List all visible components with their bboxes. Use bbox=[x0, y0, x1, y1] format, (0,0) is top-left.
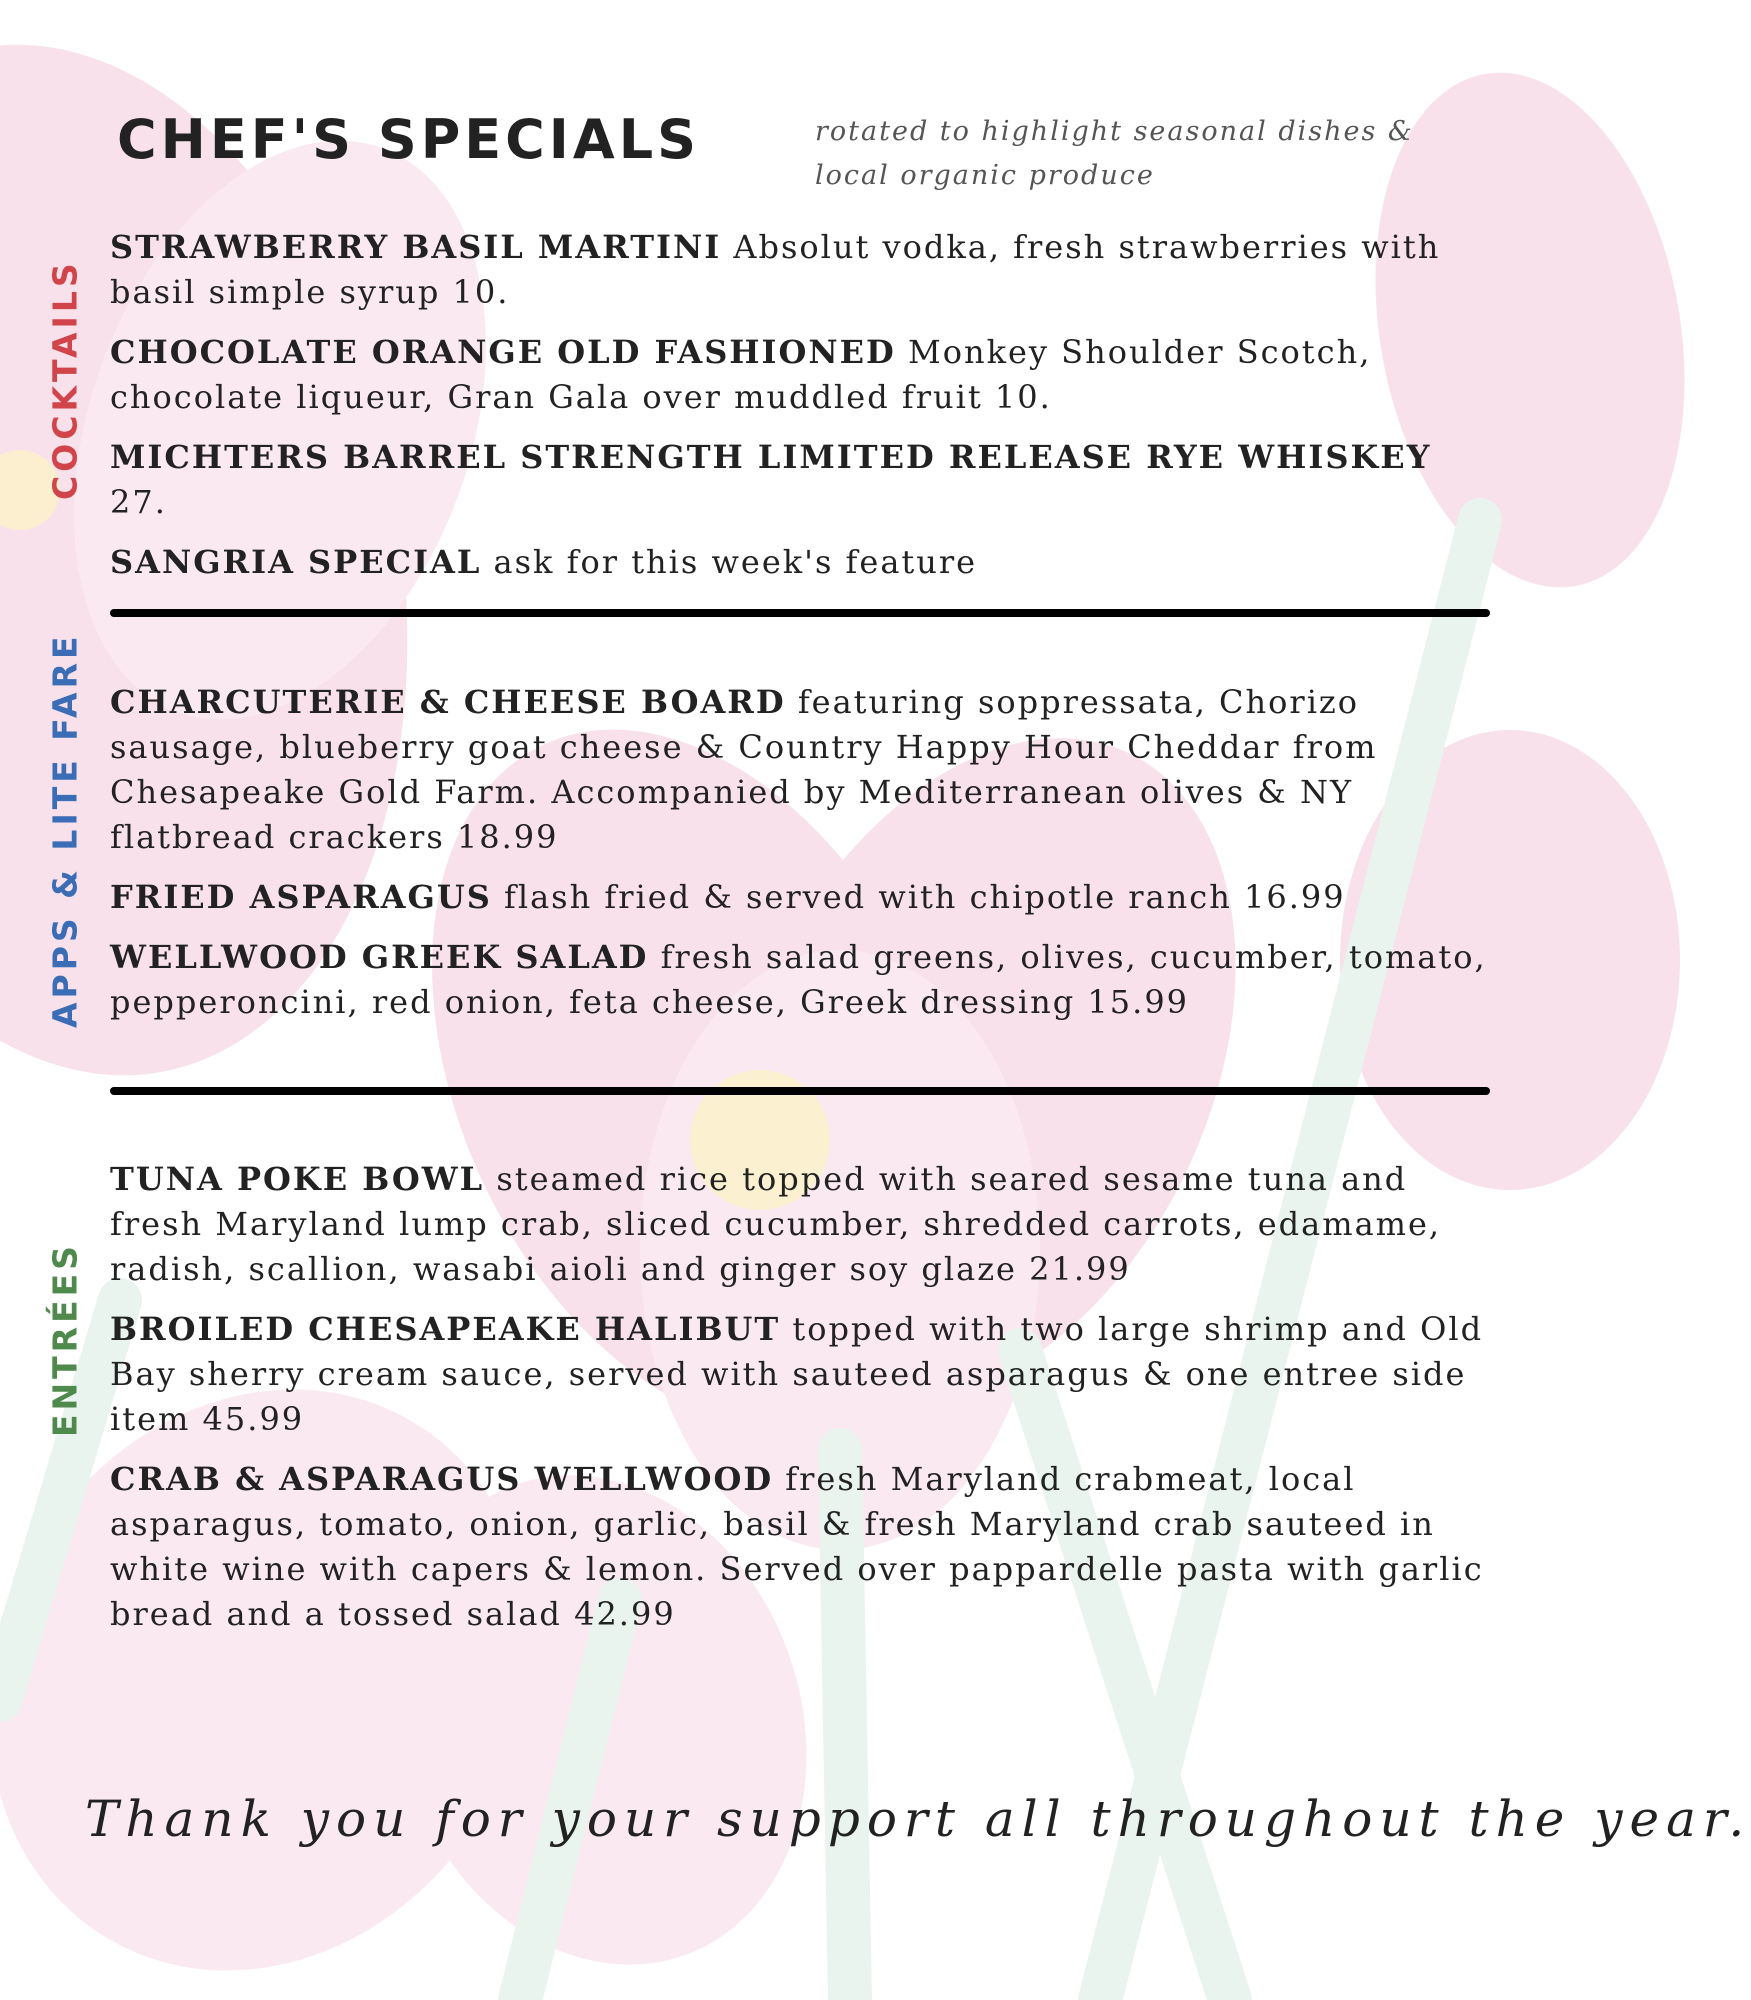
item-name: WELLWOOD GREEK SALAD bbox=[110, 938, 649, 976]
item-name: CRAB & ASPARAGUS WELLWOOD bbox=[110, 1460, 774, 1498]
menu-item bbox=[110, 330, 1490, 420]
menu-item bbox=[110, 875, 1490, 920]
thank-you-note: Thank you for your support all throughout the year. bbox=[85, 1790, 1751, 1848]
section-label-entrees: ENTRÉES bbox=[45, 1242, 85, 1438]
item-name: FRIED ASPARAGUS bbox=[110, 878, 492, 916]
item-description: featuring soppressata, Chorizo sausage, blueberry goat cheese & Country Happy Hour Cheddar from Chesapeake Gold Farm. Accompanied by Mediterranean olives & NY flatbread crackers 18.99 bbox=[110, 683, 1378, 856]
menu-item bbox=[110, 225, 1490, 315]
item-name: TUNA POKE BOWL bbox=[110, 1160, 485, 1198]
menu-item bbox=[110, 540, 1490, 585]
item-description: flash fried & served with chipotle ranch 16.99 bbox=[504, 878, 1346, 916]
menu-item bbox=[110, 1457, 1490, 1637]
item-name: CHOCOLATE ORANGE OLD FASHIONED bbox=[110, 333, 896, 371]
page-title: CHEF'S SPECIALS bbox=[117, 108, 700, 171]
section-label-cocktails: COCKTAILS bbox=[45, 259, 85, 501]
item-name: CHARCUTERIE & CHEESE BOARD bbox=[110, 683, 786, 721]
item-name: SANGRIA SPECIAL bbox=[110, 543, 482, 581]
menu-item bbox=[110, 1157, 1490, 1292]
section-divider bbox=[110, 1087, 1490, 1095]
item-name: BROILED CHESAPEAKE HALIBUT bbox=[110, 1310, 781, 1348]
item-description: steamed rice topped with seared sesame tuna and fresh Maryland lump crab, sliced cucumber, shredded carrots, edamame, radish, scallion, wasabi aioli and ginger soy glaze 21.99 bbox=[110, 1160, 1442, 1288]
item-description: topped with two large shrimp and Old Bay sherry cream sauce, served with sauteed asparagus & one entree side item 45.99 bbox=[110, 1310, 1484, 1438]
item-description: Absolut vodka, fresh strawberries with basil simple syrup 10. bbox=[110, 228, 1441, 311]
menu-item bbox=[110, 1307, 1490, 1442]
item-name: STRAWBERRY BASIL MARTINI bbox=[110, 228, 722, 266]
menu-item bbox=[110, 680, 1490, 860]
tagline: rotated to highlight seasonal dishes & local organic produce bbox=[815, 116, 1414, 191]
item-description: ask for this week's feature bbox=[493, 543, 978, 581]
item-description: fresh salad greens, olives, cucumber, tomato, pepperoncini, red onion, feta cheese, Greek dressing 15.99 bbox=[110, 938, 1487, 1021]
menu-item bbox=[110, 935, 1490, 1025]
section-divider bbox=[110, 609, 1490, 617]
entrees-section bbox=[110, 1157, 1490, 1652]
item-description: Monkey Shoulder Scotch, chocolate liqueur, Gran Gala over muddled fruit 10. bbox=[110, 333, 1372, 416]
item-description: 27. bbox=[110, 483, 167, 521]
section-label-apps: APPS & LITE FARE bbox=[45, 632, 85, 1028]
apps-section bbox=[110, 680, 1490, 1040]
item-name: MICHTERS BARREL STRENGTH LIMITED RELEASE RYE WHISKEY bbox=[110, 438, 1432, 476]
cocktails-section bbox=[110, 225, 1490, 600]
menu-item bbox=[110, 435, 1490, 525]
item-description: fresh Maryland crabmeat, local asparagus, tomato, onion, garlic, basil & fresh Maryland crab sauteed in white wine with capers & lemon. Served over pappardelle pasta with garlic bread and a tossed salad 42.99 bbox=[110, 1460, 1484, 1633]
